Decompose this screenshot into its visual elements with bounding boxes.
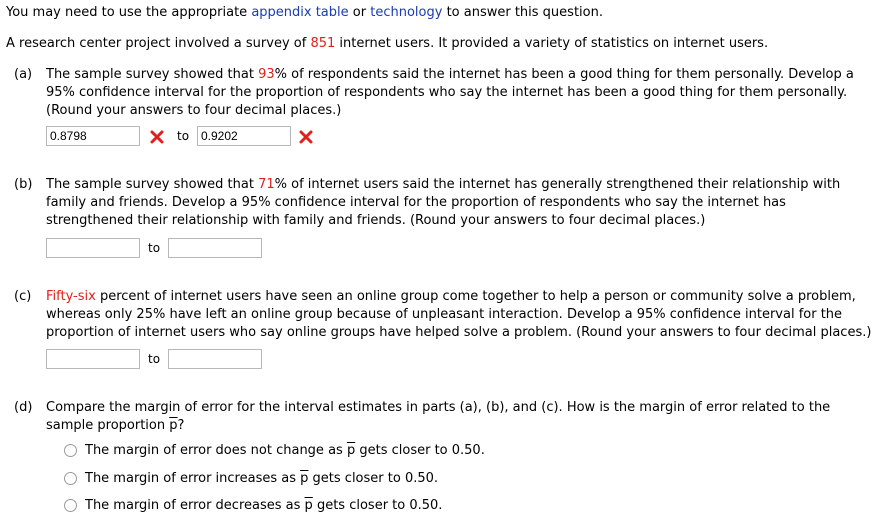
part-a-upper-input[interactable]: 0.9202	[197, 126, 291, 146]
part-c-to-label: to	[148, 352, 161, 366]
part-a-question: The sample survey showed that 93% of respondents said the internet has been a good thing for them personally. Develop a 95% confidence interval for the proportion of respondents who say the internet has been a good thing for them personally. (Round your answers to four decimal places.)	[46, 67, 854, 118]
option-label: The margin of error decreases as $\overline{p}$ gets closer to 0.50.	[85, 497, 443, 513]
part-a-to-label: to	[177, 129, 190, 143]
part-d-label: (d)	[14, 400, 33, 415]
scenario-text: A research center project involved a survey of 851 internet users. It provided a variety of statistics on internet users.	[6, 36, 769, 51]
incorrect-icon	[299, 130, 313, 144]
part-b-lower-input[interactable]	[46, 238, 140, 258]
appendix-table-link[interactable]: appendix table	[251, 5, 349, 20]
part-b-percent: 71	[258, 177, 275, 192]
option-no-change[interactable]	[64, 440, 485, 460]
option-decreases[interactable]	[64, 495, 442, 515]
part-a-lower-input[interactable]: 0.8798	[46, 126, 140, 146]
part-c-highlight: Fifty-six	[46, 289, 96, 304]
part-b-question: The sample survey showed that 71% of internet users said the internet has generally strengthened their relationship with family and friends. Develop a 95% confidence interval for the proportion of respondents who say the internet has strengthened their relationship with family and friends. (Round your answers to four decimal places.)	[46, 177, 841, 228]
instructions-line: You may need to use the appropriate appendix table or technology to answer this question.	[6, 5, 603, 20]
part-a-label: (a)	[14, 67, 33, 82]
part-c-upper-input[interactable]	[168, 349, 262, 369]
part-b-to-label: to	[148, 241, 161, 255]
radio-button[interactable]	[64, 472, 77, 485]
option-increases[interactable]	[64, 468, 438, 488]
radio-button[interactable]	[64, 499, 77, 512]
option-label: The margin of error does not change as $\overline{p}$ gets closer to 0.50.	[85, 442, 485, 458]
part-c-label: (c)	[14, 289, 32, 304]
part-c-lower-input[interactable]	[46, 349, 140, 369]
part-c-question: Fifty-six percent of internet users have seen an online group come together to help a person or community solve a problem, whereas only 25% have left an online group because of unpleasant interaction. Develop a 95% confidence interval for the proportion of internet users who say online groups have helped solve a problem. (Round your answers to four decimal places.)	[46, 289, 872, 340]
incorrect-icon	[150, 130, 164, 144]
technology-link[interactable]: technology	[370, 5, 443, 20]
part-a-percent: 93	[258, 67, 275, 82]
radio-button[interactable]	[64, 444, 77, 457]
part-b-label: (b)	[14, 177, 33, 192]
survey-count: 851	[310, 36, 336, 51]
option-label: The margin of error increases as $\overline{p}$ gets closer to 0.50.	[85, 470, 439, 486]
part-b-upper-input[interactable]	[168, 238, 262, 258]
part-d-question: Compare the margin of error for the interval estimates in parts (a), (b), and (c). How is the margin of error related to the sample proportion $\overline{p}$?	[46, 400, 831, 433]
